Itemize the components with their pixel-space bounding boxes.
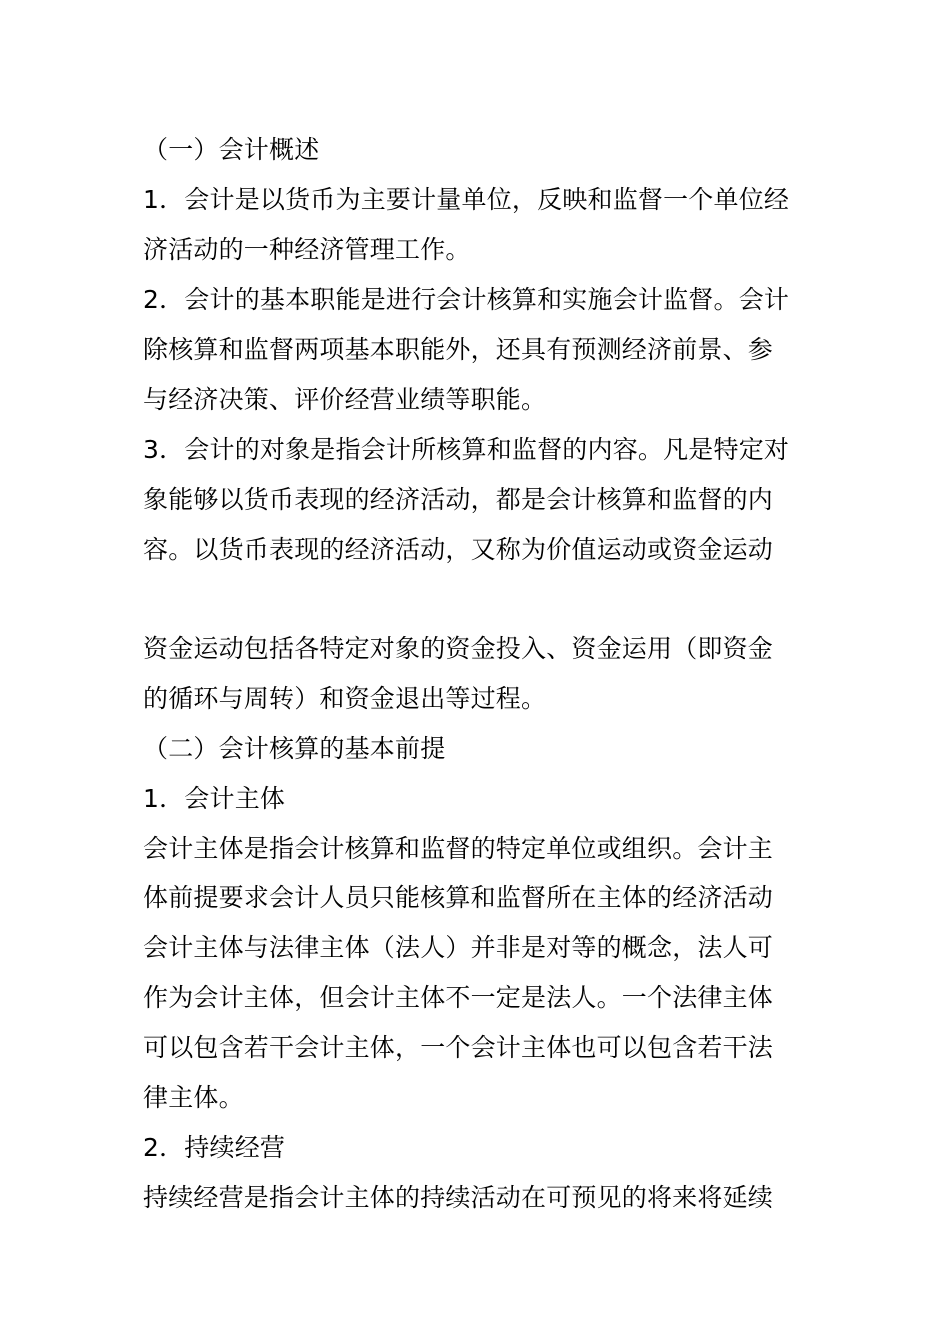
subheading-accounting-entity: 1．会计主体	[143, 784, 286, 813]
text-line: 可以包含若干会计主体，一个会计主体也可以包含若干法	[143, 1033, 774, 1062]
text-line: 1．会计是以货币为主要计量单位，反映和监督一个单位经	[143, 185, 790, 214]
section-heading-overview: （一）会计概述	[143, 135, 320, 164]
text-line: 的循环与周转）和资金退出等过程。	[143, 684, 547, 713]
text-line: 3．会计的对象是指会计所核算和监督的内容。凡是特定对	[143, 435, 790, 464]
section-heading-premises: （二）会计核算的基本前提	[143, 734, 446, 763]
text-line: 作为会计主体，但会计主体不一定是法人。一个法律主体	[143, 983, 774, 1012]
text-line: 济活动的一种经济管理工作。	[143, 235, 471, 264]
text-line: 律主体。	[143, 1083, 244, 1112]
text-line: 容。以货币表现的经济活动，又称为价值运动或资金运动	[143, 535, 774, 564]
text-line: 除核算和监督两项基本职能外，还具有预测经济前景、参	[143, 335, 774, 364]
text-line: 会计主体与法律主体（法人）并非是对等的概念，法人可	[143, 933, 774, 962]
text-line: 象能够以货币表现的经济活动，都是会计核算和监督的内	[143, 485, 774, 514]
text-line: 资金运动包括各特定对象的资金投入、资金运用（即资金	[143, 634, 774, 663]
text-line: 体前提要求会计人员只能核算和监督所在主体的经济活动	[143, 883, 774, 912]
text-line: 持续经营是指会计主体的持续活动在可预见的将来将延续	[143, 1183, 774, 1212]
text-line: 与经济决策、评价经营业绩等职能。	[143, 385, 547, 414]
subheading-going-concern: 2．持续经营	[143, 1133, 286, 1162]
text-line: 2．会计的基本职能是进行会计核算和实施会计监督。会计	[143, 285, 790, 314]
text-line: 会计主体是指会计核算和监督的特定单位或组织。会计主	[143, 834, 774, 863]
